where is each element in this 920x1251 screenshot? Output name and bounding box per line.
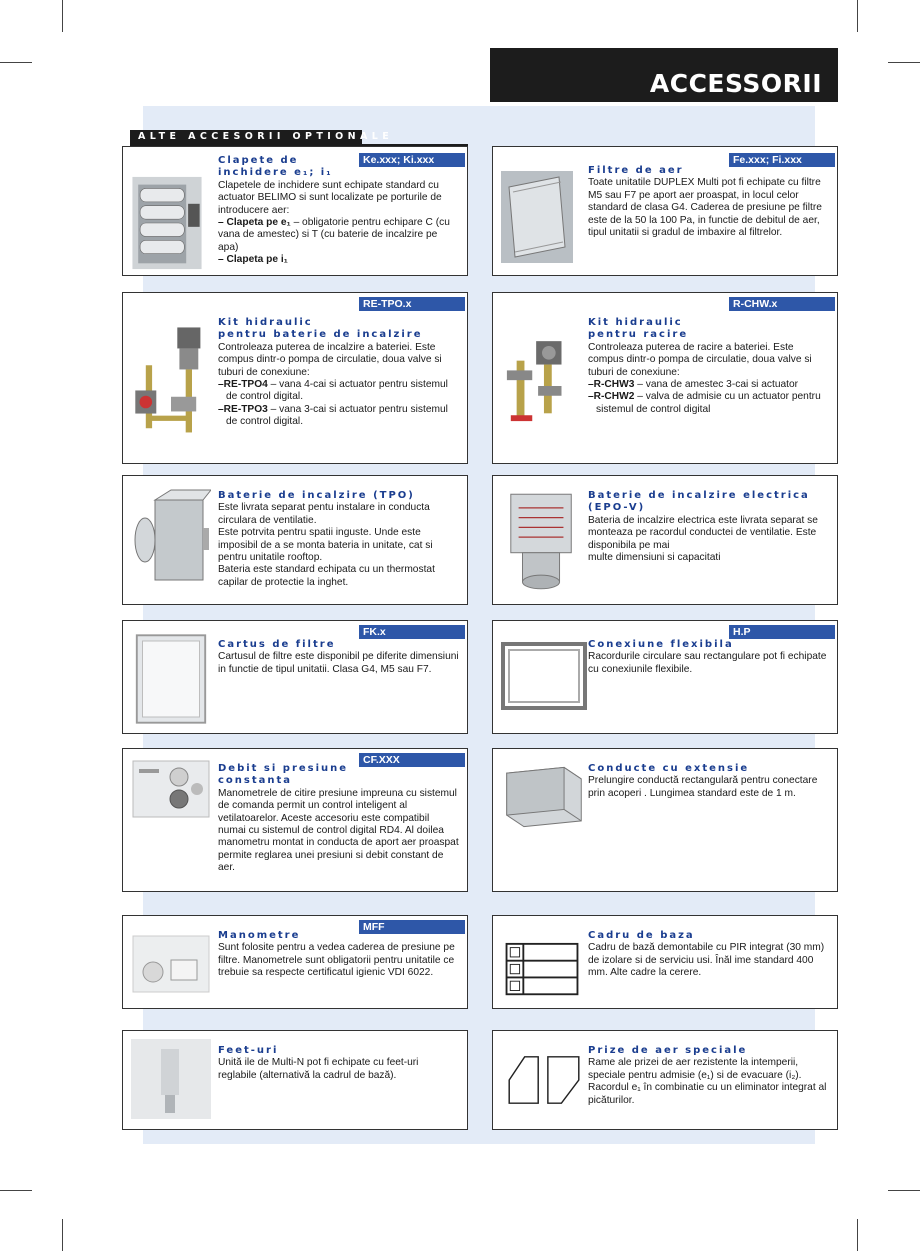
bullet-bold: – Clapeta pe e₁ xyxy=(218,217,291,229)
card-clapete xyxy=(122,146,468,276)
hydraulic-kit-image xyxy=(129,323,213,439)
card-baterie-tpo xyxy=(122,475,468,605)
crop-mark xyxy=(857,1219,858,1251)
card-bullet xyxy=(218,217,459,254)
bullet-text: – valva de admisie cu un actuator pentru sistemul de control digital xyxy=(596,391,821,415)
card-kit-racire xyxy=(492,292,838,464)
bullet-bold: –RE-TPO3 xyxy=(218,403,268,415)
card-bullet xyxy=(218,379,459,404)
card-text: Controleaza puterea de incalzire a bateriei. Este compus dintr-o pompa de circulatie, doua valve si tuburi de conexiune: xyxy=(218,341,442,378)
electric-heater-image xyxy=(503,486,581,598)
cooling-kit-image xyxy=(503,337,581,435)
card-title: Kit hidraulic pentru baterie de incalzire xyxy=(218,317,423,341)
card-manometre xyxy=(122,915,468,1009)
pressure-gauge-image xyxy=(131,759,211,819)
card-title: Prize de aer speciale xyxy=(588,1045,748,1056)
bullet-bold: –RE-TPO4 xyxy=(218,379,268,391)
card-text: Unită ile de Multi-N pot fi echipate cu feet-uri reglabile (alternativă la cadrul de bază). xyxy=(218,1057,419,1081)
bullet-text: – obligatorie pentru echipare C (cu vana de amestec) si T (cu baterie de incalzire pe apa) xyxy=(218,217,450,253)
card-body xyxy=(218,490,459,589)
card-title: Cartus de filtre xyxy=(218,639,336,650)
card-body xyxy=(218,930,459,980)
card-bullet xyxy=(218,254,459,266)
product-code: CF.XXX xyxy=(359,753,465,767)
product-code: Fe.xxx; Fi.xxx xyxy=(729,153,835,167)
card-prize-aer xyxy=(492,1030,838,1130)
card-filtre xyxy=(492,146,838,276)
card-bullet xyxy=(588,379,829,391)
card-text: Toate unitatile DUPLEX Multi pot fi echipate cu filtre M5 sau F7 pe aport aer proaspat, in locul celor standard de clasa G4. Caderea de presiune pe filtre este de la 50 la 100 Pa, in functie de debitul de aer, tipul unitatii si gradul de imbaxire al filtrelor. xyxy=(588,177,822,239)
product-code: MFF xyxy=(359,920,465,934)
bullet-text: – vana 4-cai si actuator pentru sistemul de control digital. xyxy=(226,379,448,403)
card-text: Racordurile circulare sau rectangulare pot fi echipate cu conexiunile flexibile. xyxy=(588,651,827,675)
filter-cartridge-image xyxy=(133,631,209,727)
card-conexiune-flexibila xyxy=(492,620,838,734)
bullet-text: – vana 3-cai si actuator pentru sistemul de control digital. xyxy=(226,403,448,428)
card-text: Manometrele de citire presiune impreuna cu sistemul de comanda permit un control inteligent al vetilatoarelor. Aceste accesoriu este compatibil numai cu sistemul de control digital RD4. Al doilea manometru montat in conducta de aport aer proaspat permite reglarea unei presiuni si debit constant de aer. xyxy=(218,787,459,874)
card-body xyxy=(218,317,459,429)
crop-mark xyxy=(888,62,920,63)
card-body xyxy=(218,1045,459,1082)
card-body xyxy=(588,639,829,676)
card-bullet xyxy=(218,404,459,429)
card-text: Cadru de bază demontabile cu PIR integrat (30 mm) de izolare si de serviciu usi. Înăl ime standard 400 mm. Alte cadre la cerere. xyxy=(588,942,825,979)
product-code: H.P xyxy=(729,625,835,639)
card-text: Este livrata separat pentu instalare in conducta circulara de ventilatie. Este potrvita pentru spatii inguste. Unde este imposibil de a se monta bateria in unitate, cat si pentru unitatile rooftop. Bateria este standard echipata cu un thermostat capilar de protectie la inghet. xyxy=(218,502,435,588)
card-kit-incalzire xyxy=(122,292,468,464)
card-body xyxy=(218,639,459,676)
card-body xyxy=(218,155,459,267)
card-text: Clapetele de inchidere sunt echipate standard cu actuator BELIMO si sunt localizate pe porturile de introducere aer: xyxy=(218,179,442,216)
card-text: Sunt folosite pentru a vedea caderea de presiune pe filtre. Manometrele sunt obligatorii pentru unitatile ce trebuie sa respecte certificatul igienic VDI 6022. xyxy=(218,942,455,979)
air-intake-image xyxy=(505,1051,583,1109)
card-text: Cartusul de filtre este disponibil pe diferite dimensiuni in functie de tipul unitatii. Clasa G4, M5 sau F7. xyxy=(218,651,459,675)
base-frame-image xyxy=(503,942,581,998)
product-code: RE-TPO.x xyxy=(359,297,465,311)
crop-mark xyxy=(62,0,63,32)
card-text: Prelungire conductă rectangulară pentru conectare prin acoperi . Lungimea standard este de 1 m. xyxy=(588,775,818,799)
card-title: Conexiune flexibila xyxy=(588,639,734,650)
card-title: Feet-uri xyxy=(218,1045,279,1056)
card-cartus-filtre xyxy=(122,620,468,734)
card-cadru-baza xyxy=(492,915,838,1009)
card-title: Conducte cu extensie xyxy=(588,763,750,774)
card-title: Kit hidraulic pentru racire xyxy=(588,317,689,341)
crop-mark xyxy=(0,1190,32,1191)
page-title: ACCESSORII xyxy=(649,69,822,98)
card-text: Bateria de incalzire electrica este livrata separat se monteaza pe racordul conductei de ventilatie. Este disponibila pe mai multe dimensiuni si capacitati xyxy=(588,514,818,564)
bullet-bold: –R-CHW2 xyxy=(588,391,635,403)
filter-frame-image xyxy=(499,167,575,267)
card-debit-presiune xyxy=(122,748,468,892)
card-bullet xyxy=(588,391,829,416)
card-body xyxy=(588,490,829,564)
bullet-bold: – Clapeta pe i₁ xyxy=(218,254,288,266)
card-title: Filtre de aer xyxy=(588,165,684,176)
header-bar xyxy=(490,48,838,102)
card-title: Clapete de inchidere e₁; i₁ xyxy=(218,155,333,179)
section-label: ALTE ACCESORII OPTIONALE xyxy=(130,130,362,144)
card-title: Baterie de incalzire electrica (EPO-V) xyxy=(588,490,810,514)
card-body xyxy=(588,317,829,416)
card-conducte-extensie xyxy=(492,748,838,892)
bullet-bold: –R-CHW3 xyxy=(588,379,635,391)
product-code: R-CHW.x xyxy=(729,297,835,311)
crop-mark xyxy=(857,0,858,32)
card-body xyxy=(588,165,829,239)
card-baterie-electrica xyxy=(492,475,838,605)
card-feet xyxy=(122,1030,468,1130)
damper-image xyxy=(129,175,205,271)
card-title: Cadru de baza xyxy=(588,930,695,941)
crop-mark xyxy=(888,1190,920,1191)
product-code: FK.x xyxy=(359,625,465,639)
card-title: Baterie de incalzire (TPO) xyxy=(218,490,415,501)
crop-mark xyxy=(62,1219,63,1251)
duct-extension-image xyxy=(501,763,587,831)
bullet-text: – vana de amestec 3-cai si actuator xyxy=(634,379,799,391)
card-text: Controleaza puterea de racire a bateriei. Este compus dintr-o pompa de circulatie, doua valve si tuburi de conexiune: xyxy=(588,341,812,378)
manometer-image xyxy=(131,934,211,994)
card-body xyxy=(588,763,829,800)
duct-heater-image xyxy=(131,486,211,590)
card-title: Debit si presiune constanta xyxy=(218,763,349,787)
feet-image xyxy=(131,1039,211,1119)
card-body xyxy=(588,1045,829,1107)
flexible-connector-image xyxy=(499,635,589,717)
card-body xyxy=(588,930,829,980)
product-code: Ke.xxx; Ki.xxx xyxy=(359,153,465,167)
card-title: Manometre xyxy=(218,930,301,941)
crop-mark xyxy=(0,62,32,63)
card-body xyxy=(218,763,459,875)
card-text: Rame ale prizei de aer rezistente la intemperii, speciale pentru admisie (e₁) si de evacuare (i₂). Racordul e₁ în combinatie cu un eliminator integrat al picăturilor. xyxy=(588,1057,827,1106)
